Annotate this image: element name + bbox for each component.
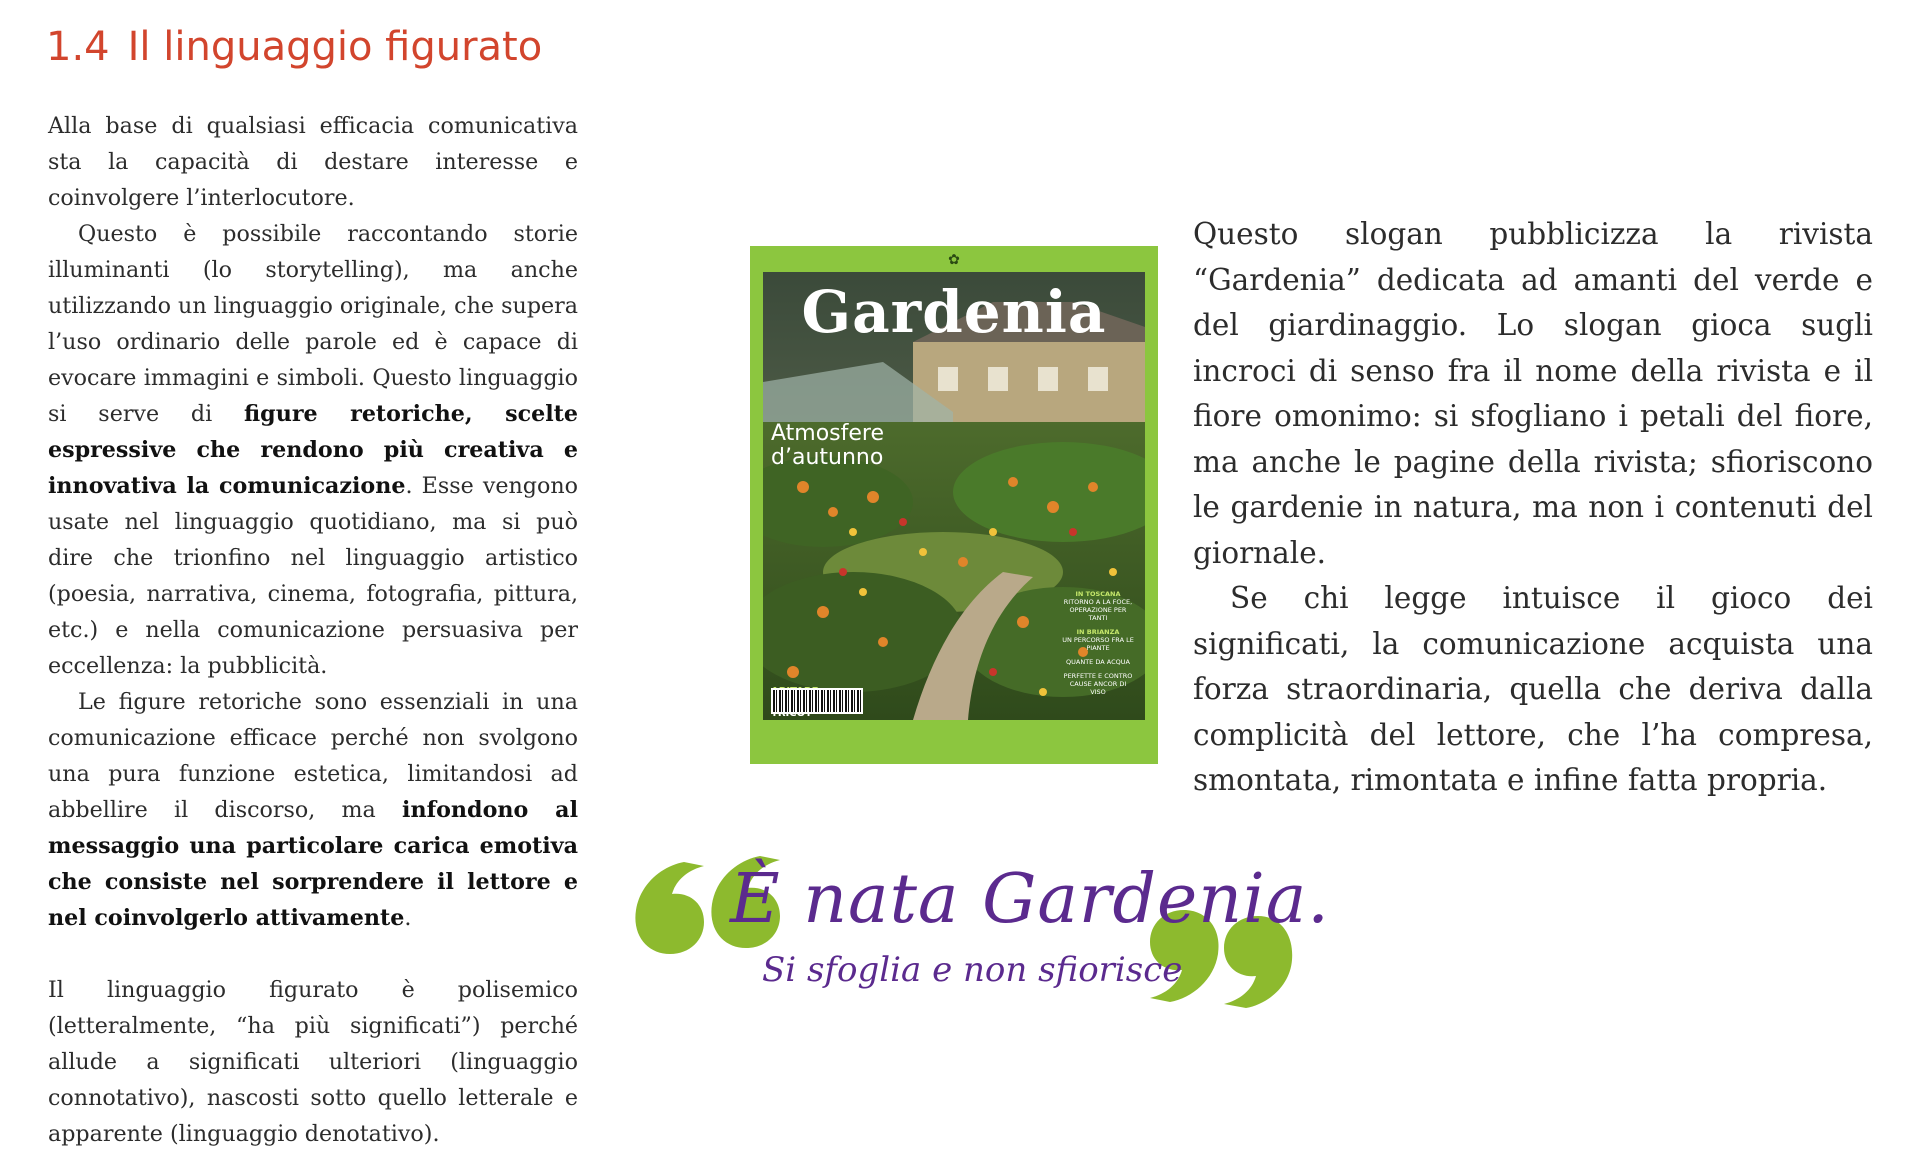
- paragraph-slogan: Questo slogan pubblicizza la rivista “Gardenia” dedicata ad amanti del verde e del giardinaggio. Lo slogan gioca sugli incroci di senso fra il nome della rivista e il fiore omonimo: si sfogliano i petali del fiore, ma anche le pagine della rivista; sfioriscono le gardenie in natura, ma non i contenuti del giornale.: [1193, 217, 1873, 570]
- paragraph-essential: Le figure retoriche sono essenziali in una comunicazione efficace perché non svolgono una pura funzione estetica, limitandosi ad abbellire il discorso, ma infondono al messaggio una particolare carica emotiva che consiste nel sorprendere il lettore e nel coinvolgerlo attivamente.: [48, 689, 578, 931]
- right-text-column: [1193, 212, 1873, 804]
- section-heading: [46, 24, 542, 70]
- cover-photo: [763, 272, 1145, 720]
- section-title: Il linguaggio figurato: [127, 24, 543, 70]
- slogan-sub-text: Si sfoglia e non sfiorisce: [762, 950, 1183, 990]
- cover-headline: Atmosfere d’autunno: [771, 421, 885, 470]
- flower-logo-icon: ✿: [948, 252, 960, 268]
- magazine-cover: [750, 246, 1158, 764]
- cover-masthead: Gardenia: [801, 278, 1107, 346]
- bold-phrase: infondono al messaggio una particolare carica emotiva che consiste nel sorprendere il lettore e nel coinvolgerlo attivamente: [48, 797, 578, 931]
- barcode-icon: [771, 688, 863, 714]
- cover-teaser: QUANTE DA ACQUA: [1066, 658, 1130, 666]
- section-number: 1.4: [46, 24, 110, 70]
- paragraph-complicity: Se chi legge intuisce il gioco dei significati, la comunicazione acquista una forza straordinaria, quella che deriva dalla complicità del lettore, che l’ha compresa, smontata, rimontata e infine fatta propria.: [1193, 581, 1873, 797]
- bold-phrase: figure retoriche, scelte espressive che rendono più creativa e innovativa la comunicazione: [48, 401, 578, 499]
- paragraph-intro: Alla base di qualsiasi efficacia comunicativa sta la capacità di destare interesse e coinvolgere l’interlocutore.: [48, 113, 578, 211]
- slogan-main-text: È nata Gardenia.: [730, 860, 1330, 939]
- paragraph-figures: Questo è possibile raccontando storie illuminanti (lo storytelling), ma anche utilizzando un linguaggio originale, che supera l’uso ordinario delle parole ed è capace di evocare immagini e simboli. Questo linguaggio si serve di figure retoriche, scelte espressive che rendono più creativa e innovativa la comunicazione. Esse vengono usate nel linguaggio quotidiano, ma si può dire che trionfino nel linguaggio artistico (poesia, narrativa, cinema, fotografia, pittura, etc.) e nella comunicazione persuasiva per eccellenza: la pubblicità.: [48, 221, 578, 679]
- cover-teaser: PERFETTE E CONTRO CAUSE ANCOR DI VISO: [1063, 672, 1133, 696]
- cover-teaser: IN BRIANZA UN PERCORSO FRA LE PIANTE: [1062, 628, 1134, 652]
- left-text-column: [48, 108, 578, 1152]
- slogan-graphic: [622, 832, 1330, 1022]
- paragraph-polysemic: Il linguaggio figurato è polisemico (letteralmente, “ha più significati”) perché allude a significati ulteriori (linguaggio connotativo), nascosti sotto quello letterale e apparente (linguaggio denotativo).: [48, 977, 578, 1147]
- cover-teaser: IN TOSCANA RITORNO A LA FOCE, OPERAZIONE PER TANTI: [1063, 590, 1133, 622]
- cover-top-strip: [763, 252, 1145, 268]
- cover-side-teasers: [1061, 590, 1135, 702]
